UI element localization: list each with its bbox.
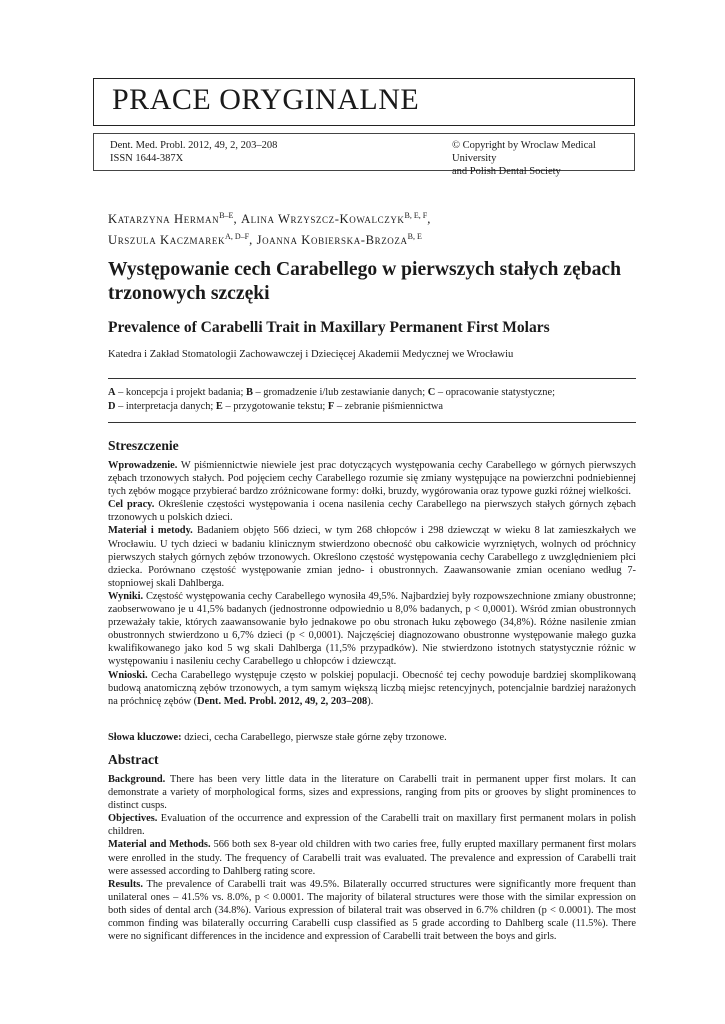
copyright xyxy=(452,139,634,178)
divider xyxy=(108,378,636,379)
paragraph-results xyxy=(108,878,636,943)
copyright-line-1: © Copyright by Wroclaw Medical University xyxy=(452,140,596,164)
author-roles: B–E xyxy=(219,211,234,220)
paragraph-text: Evaluation of the occurrence and expression of the Carabelli trait on maxillary first permanent molars in polish children. xyxy=(108,813,636,838)
paragraph-background xyxy=(108,773,636,812)
affiliation: Katedra i Zakład Stomatologii Zachowawczej i Dziecięcej Akademii Medycznej we Wrocławiu xyxy=(108,349,514,360)
contribution-legend xyxy=(108,386,636,414)
paragraph-text: The prevalence of Carabelli trait was 49.5%. Bilaterally occurred structures were significantly more frequent than unilateral ones – 41.5% vs. 8.0%, p < 0.0001. The majority of bilateral structures were those with the similar expression on both sides of dental arch (34.8%). Various expression of bilateral trait was observed in 6.7% children (p < 0.0001). The most common finding was bilaterally occurring Carabelli cusp classified as 5 grade according to Dahlberg scale (11.5%). There were no significant differences in the incidence and expression of Carabelli trait between the boys and girls. xyxy=(108,878,636,943)
author-separator: , xyxy=(249,233,257,248)
title-polish: Występowanie cech Carabellego w pierwszych stałych zębach trzonowych szczęki xyxy=(108,259,621,304)
author-name: Alina Wrzyszcz-Kowalczyk xyxy=(240,212,405,227)
keywords-label: Słowa kluczowe: xyxy=(108,732,182,743)
paragraph-text: W piśmiennictwie niewiele jest prac dotyczących występowania cechy Carabellego w górnych pierwszych zębach trzonowych stałych. Pod pojęciem cechy Carabellego rozumie się zmiany występujące na powierzchni podniebiennej tych zębów mogące przybierać bardzo zróżnicowane formy: dołki, bruzdy, wygórowania oraz typowe guzki różnej wielkości. xyxy=(108,460,636,498)
paragraph-text: Określenie częstości występowania i ocena nasilenia cechy Carabellego na pierwszych stałych górnych zębach trzonowych u polskich dzieci. xyxy=(108,499,636,524)
abstract-heading: Abstract xyxy=(108,752,159,767)
paragraph-cel-pracy xyxy=(108,498,636,524)
paragraph-objectives xyxy=(108,812,636,838)
paragraph-wprowadzenie xyxy=(108,459,636,498)
contribution-text: – koncepcja i projekt badania; xyxy=(115,387,246,398)
paragraph-label: Results. xyxy=(108,878,143,890)
divider xyxy=(108,422,636,423)
title-english: Prevalence of Carabelli Trait in Maxillary Permanent First Molars xyxy=(108,319,550,336)
paragraph-label: Wnioski. xyxy=(108,669,148,681)
section-header-box xyxy=(93,78,635,126)
author-line-1 xyxy=(108,207,628,228)
author-separator: , xyxy=(233,212,241,227)
paragraph-wnioski xyxy=(108,669,636,708)
journal-line: Dent. Med. Probl. 2012, 49, 2, 203–208 xyxy=(110,140,278,151)
section-title: PRACE ORYGINALNE xyxy=(112,83,420,116)
paragraph-wyniki xyxy=(108,590,636,669)
paragraph-label: Objectives. xyxy=(108,813,158,825)
contribution-key: A xyxy=(108,387,116,398)
author-name: Katarzyna Herman xyxy=(108,212,220,227)
keywords-text: dzieci, cecha Carabellego, pierwsze stałe górne zęby trzonowe. xyxy=(181,732,447,743)
keywords xyxy=(108,731,636,744)
contribution-text: – zebranie piśmiennictwa xyxy=(334,401,444,412)
author-roles: B, E, F xyxy=(404,211,428,220)
copyright-line-2: and Polish Dental Society xyxy=(452,166,561,177)
contribution-key: B xyxy=(245,387,253,398)
contribution-line-1 xyxy=(108,386,636,400)
paragraph-material-i-metody xyxy=(108,524,636,589)
paragraph-label: Wprowadzenie. xyxy=(108,460,178,471)
paragraph-label: Material and Methods. xyxy=(108,839,211,851)
contribution-key: F xyxy=(327,401,335,412)
contribution-text: – interpretacja danych; xyxy=(115,401,216,412)
paragraph-material-and-methods xyxy=(108,838,636,877)
journal-citation xyxy=(110,139,277,165)
abstract-body xyxy=(108,773,636,943)
author-name: Urszula Kaczmarek xyxy=(108,233,226,248)
journal-meta-box xyxy=(93,133,635,177)
contribution-key: E xyxy=(215,401,223,412)
paragraph-label: Cel pracy. xyxy=(108,499,155,511)
paragraph-text: 566 both sex 8-year old children with two caries free, fully erupted maxillary permanent first molars were enrolled in the study. The frequency of Carabelli trait was evaluated. The prevalence and expression of Carabelli trait were assessed according to Dahlberg rating score. xyxy=(108,839,636,877)
author-roles: B, E xyxy=(407,232,422,242)
author-name: Joanna Kobierska-Brzoza xyxy=(256,233,408,248)
author-line-2 xyxy=(108,228,628,249)
paragraph-text: There has been very little data in the literature on Carabelli trait in permanent upper first molars. It can demonstrate a variety of morphological forms, sizes and expressions, ranging from pits or grooves by slight prominences to distinct cusps. xyxy=(108,774,636,812)
paragraph-label: Background. xyxy=(108,774,166,785)
paragraph-text: Badaniem objęto 566 dzieci, w tym 268 chłopców i 298 dziewcząt w wieku 8 lat zamieszkałych we Wrocławiu. U tych dzieci w badaniu klinicznym stwierdzono obecność obu całkowicie wyrzniętych, wolnych od próchnicy pierwszych stałych górnych zębów trzonowych. Określono częstość występowania cechy Carabellego z uwzględnieniem płci dziecka. Porównano częstość występowanie zmian jedno- i obustronnych. Zaawansowanie zmian oceniano według 7-stopniowej skali Dahlberga. xyxy=(108,525,636,589)
citation: Dent. Med. Probl. 2012, 49, 2, 203–208 xyxy=(197,695,368,707)
paragraph-text: Cecha Carabellego występuje często w polskiej populacji. Obecność tej cechy powoduje bardziej skomplikowaną budową anatomiczną zębów trzonowych, a tym samym większą liczbą miejsc retencyjnych, potencjalnie bardziej narażonych na próchnicę zębów ( xyxy=(108,669,636,707)
paragraph-label: Wyniki. xyxy=(108,590,144,602)
paragraph-tail: ). xyxy=(367,695,374,707)
contribution-text: – przygotowanie tekstu; xyxy=(222,401,328,412)
contribution-key: D xyxy=(108,401,116,412)
contribution-text: – gromadzenie i/lub zestawianie danych; xyxy=(252,387,428,398)
paragraph-text: Częstość występowania cechy Carabellego wynosiła 49,5%. Najbardziej były rozpowszechnione zmiany obustronne; zaobserwowano je u 41,5% badanych (jednostronne odpowiednio u 8,0% badanych, p < 0,0001). Wśród zmian obustronnych przeważały takie, których zaawansowanie było jednakowe po obu stronach łuku zębowego (34,8%). Różne nasilenie zmian obustronnych stwierdzono u 6,7% dzieci (p < 0,0001). Najczęściej diagnozowano obustronne występowanie małego guzka kwalifikowanego jako kod 5 wg skali Dahlberga (11,5% przypadków). Nie stwierdzono istotnych statystycznie różnic w występowaniu i nasileniu cechy Carabellego u chłopców i dziewcząt. xyxy=(108,590,636,668)
streszczenie-body xyxy=(108,459,636,708)
author-list xyxy=(108,207,628,249)
author-separator: , xyxy=(427,212,431,227)
contribution-text: – opracowanie statystyczne; xyxy=(435,387,555,398)
contribution-line-2 xyxy=(108,400,636,414)
paragraph-label: Materiał i metody. xyxy=(108,525,193,537)
streszczenie-heading: Streszczenie xyxy=(108,438,179,453)
issn: ISSN 1644-387X xyxy=(110,153,184,164)
author-roles: A, D–F xyxy=(225,232,250,242)
contribution-key: C xyxy=(427,387,436,398)
